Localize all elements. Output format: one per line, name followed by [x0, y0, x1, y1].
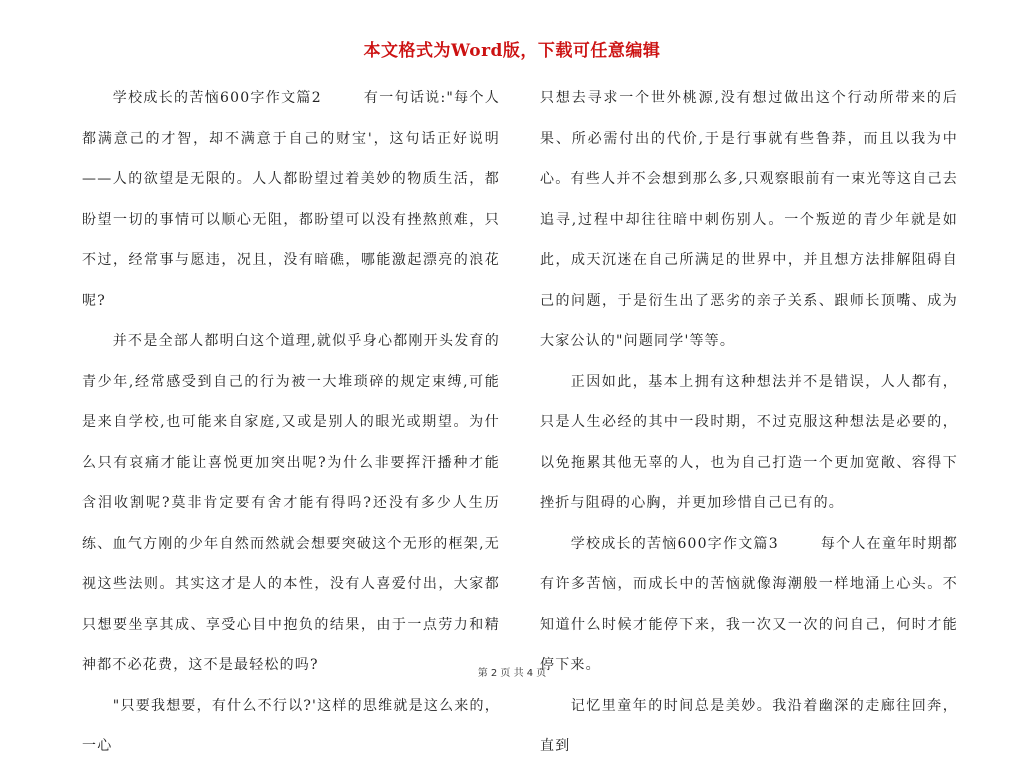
paragraph-left-3: "只要我想要，有什么不行以?'这样的思维就是这么来的，一心	[82, 697, 500, 754]
essay3-intro-text: 每个人在童年时期都有许多苦恼，而成长中的苦恼就像海潮般一样地涌上心头。不知道什么时候才能停下来，我一次又一次的问自己，何时才能停下来。	[540, 535, 958, 673]
essay-title-3: 学校成长的苦恼600字作文篇3	[570, 535, 779, 552]
word-format-banner: 本文格式为Word版，下载可任意编辑	[363, 41, 661, 61]
paragraph-essay3-intro	[540, 524, 958, 686]
essay-title-2: 学校成长的苦恼600字作文篇2	[112, 90, 322, 106]
paragraph-right-4: 记忆里童年的时间总是美妙。我沿着幽深的走廊往回奔，直到	[540, 697, 958, 754]
paragraph-left-2: 并不是全部人都明白这个道理,就似乎身心都刚开头发育的青少年,经常感受到自己的行为被一大堆琐碎的规定束缚,可能是来自学校,也可能来自家庭,又或是别人的眼光或期望。为什么只有哀痛才能让喜悦更加突出呢?为什么非要挥汗播种才能含泪收割呢?莫非肯定要有舍才能有得吗?还没有多少人生历练、血气方刚的少年自然而然就会想要突破这个无形的框架,无视这些法则。其实这才是人的本性，没有人喜爱付出，大家都只想要坐享其成、享受心目中抱负的结果，由于一点劳力和精神都不必花费，这不是最轻松的吗?	[82, 333, 500, 673]
paragraph-right-1: 只想去寻求一个世外桃源,没有想过做出这个行动所带来的后果、所必需付出的代价,于是行事就有些鲁莽，而且以我为中心。有些人并不会想到那么多,只观察眼前有一束光等这自己去追寻,过程中却往往暗中刺伤别人。一个叛逆的青少年就是如此，成天沉迷在自己所满足的世界中，并且想方法排解阻碍自己的问题，于是衍生出了恶劣的亲子关系、跟师长顶嘴、成为大家公认的"问题同学'等等。	[540, 90, 958, 349]
paragraph-essay2-intro	[82, 78, 500, 321]
page-number-footer: 第 2 页 共 4 页	[477, 668, 547, 679]
paragraph-right-2: 正因如此，基本上拥有这种想法并不是错误，人人都有，只是人生必经的其中一段时期，不过克服这种想法是必要的，以免拖累其他无辜的人，也为自己打造一个更加宽敞、容得下挫折与阻碍的心胸，并更加珍惜自己已有的。	[540, 373, 958, 511]
essay2-intro-text: 有一句话说:"每个人都满意己的才智，却不满意于自己的财宝'，这句话正好说明——人的欲望是无限的。人人都盼望过着美妙的物质生活，都盼望一切的事情可以顺心无阻，都盼望可以没有挫熬煎难，只不过，经常事与愿违，况且，没有暗礁，哪能激起漂亮的浪花呢?	[82, 90, 500, 309]
